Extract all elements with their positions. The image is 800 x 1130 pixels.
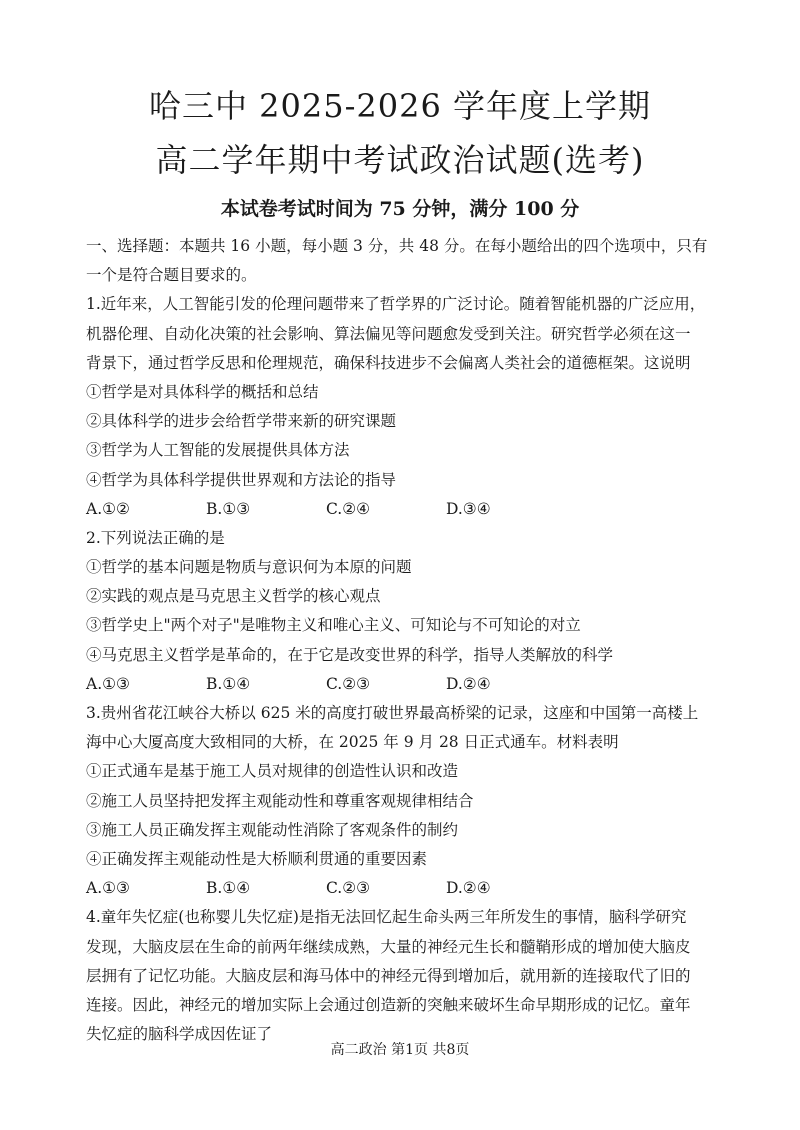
question-3-statement: ①正式通车是基于施工人员对规律的创造性认识和改造 <box>86 762 459 781</box>
option-d: D.②④ <box>446 674 491 693</box>
exam-body <box>86 232 718 1049</box>
exam-duration-note: 本试卷考试时间为 75 分钟，满分 100 分 <box>220 198 580 220</box>
question-4-stem: 层拥有了记忆功能。大脑皮层和海马体中的神经元得到增加后，就用新的连接取代了旧的 <box>86 966 691 985</box>
exam-title-line1: 哈三中 2025-2026 学年度上学期 <box>148 87 652 125</box>
question-4-stem: 连接。因此，神经元的增加实际上会通过创造新的突触来破坏生命早期形成的记忆。童年 <box>86 995 691 1014</box>
question-2-statement: ③哲学史上"两个对子"是唯物主义和唯心主义、可知论与不可知论的对立 <box>86 616 581 635</box>
option-a: A.①③ <box>86 879 130 898</box>
option-b: B.①④ <box>206 879 251 898</box>
question-3-stem: 3.贵州省花江峡谷大桥以 625 米的高度打破世界最高桥梁的记录，这座和中国第一高楼上 <box>86 704 699 722</box>
option-c: C.②③ <box>326 879 371 898</box>
question-1-stem: 1.近年来，人工智能引发的伦理问题带来了哲学界的广泛讨论。随着智能机器的广泛应用， <box>86 295 706 314</box>
exam-title-line2: 高二学年期中考试政治试题(选考) <box>155 141 645 179</box>
option-a: A.①② <box>86 499 130 518</box>
question-1-statement: ③哲学为人工智能的发展提供具体方法 <box>86 441 350 460</box>
question-4-stem: 失忆症的脑科学成因佐证了 <box>86 1025 273 1044</box>
question-2-stem: 2.下列说法正确的是 <box>86 528 225 547</box>
question-2-statement: ②实践的观点是马克思主义哲学的核心观点 <box>86 587 381 606</box>
question-1-stem: 背景下，通过哲学反思和伦理规范，确保科技进步不会偏离人类社会的道德框架。这说明 <box>86 353 691 372</box>
option-a: A.①③ <box>86 674 130 693</box>
option-d: D.②④ <box>446 879 491 898</box>
question-3-statement: ③施工人员正确发挥主观能动性消除了客观条件的制约 <box>86 820 459 839</box>
option-b: B.①③ <box>206 499 251 518</box>
question-1-statement: ②具体科学的进步会给哲学带来新的研究课题 <box>86 412 397 431</box>
option-c: C.②③ <box>326 674 371 693</box>
option-b: B.①④ <box>206 674 251 693</box>
question-2-statement: ④马克思主义哲学是革命的，在于它是改变世界的科学，指导人类解放的科学 <box>86 645 614 664</box>
question-3-options <box>86 874 718 903</box>
question-1-options <box>86 495 718 524</box>
option-d: D.③④ <box>446 499 491 518</box>
question-2-statement: ①哲学的基本问题是物质与意识何为本原的问题 <box>86 558 412 577</box>
question-4-stem: 发现，大脑皮层在生命的前两年继续成熟，大量的神经元生长和髓鞘形成的增加使大脑皮 <box>86 937 691 956</box>
question-3-statement: ②施工人员坚持把发挥主观能动性和尊重客观规律相结合 <box>86 791 474 810</box>
section-intro: 一、选择题：本题共 16 小题，每小题 3 分，共 48 分。在每小题给出的四个选项中，只有 <box>86 237 708 255</box>
page-footer: 高二政治 第1页 共8页 <box>330 1042 470 1058</box>
option-c: C.②④ <box>326 499 371 518</box>
question-1-statement: ④哲学为具体科学提供世界观和方法论的指导 <box>86 470 397 489</box>
question-2-options <box>86 670 718 699</box>
question-3-statement: ④正确发挥主观能动性是大桥顺利贯通的重要因素 <box>86 849 428 868</box>
section-intro: 一个是符合题目要求的。 <box>86 266 257 285</box>
question-3-stem: 海中心大厦高度大致相同的大桥，在 2025 年 9 月 28 日正式通车。材料表明 <box>86 733 619 752</box>
question-4-stem: 4.童年失忆症(也称婴儿失忆症)是指无法回忆起生命头两三年所发生的事情，脑科学研究 <box>86 908 687 927</box>
question-1-stem: 机器伦理、自动化决策的社会影响、算法偏见等问题愈发受到关注。研究哲学必须在这一 <box>86 324 691 343</box>
question-1-statement: ①哲学是对具体科学的概括和总结 <box>86 382 319 401</box>
